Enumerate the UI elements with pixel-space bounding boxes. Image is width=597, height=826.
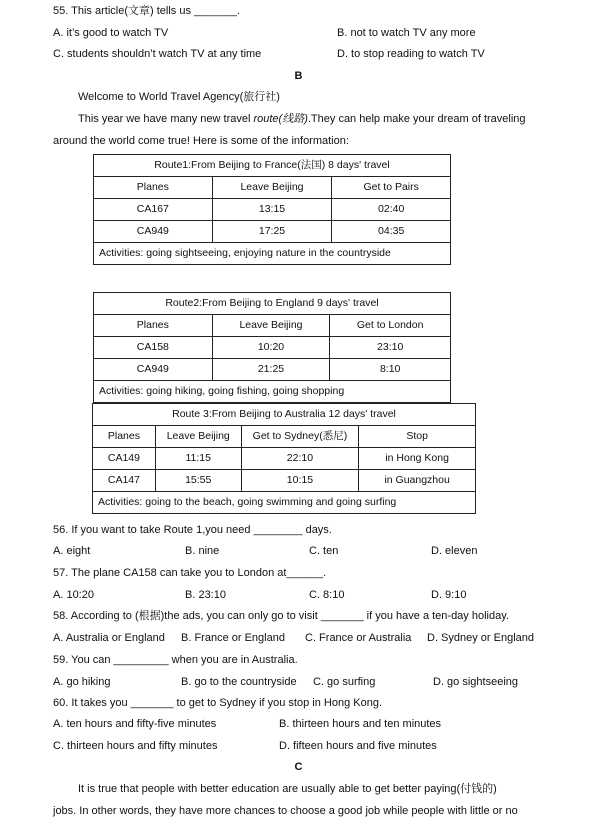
header-cell: Get to Sydney(悉尼) [241,426,359,448]
table-cell: in Guangzhou [359,470,476,492]
table-row [94,359,451,381]
route1-activities: Activities: going sightseeing, enjoying nature in the countryside [94,243,451,265]
q58-stem: 58. According to (根据)the ads, you can only go to visit _______ if you have a ten-day holiday. [53,610,509,622]
route1-title: Route1:From Beijing to France(法国) 8 days' travel [94,155,451,177]
header-cell: Leave Beijing [212,177,332,199]
intro-text-1: This year we have many new travel [78,113,254,125]
section-c-line2: jobs. In other words, they have more chances to choose a good job while people with little or no [53,805,518,817]
route2-table [93,292,451,403]
table-cell: 17:25 [212,221,332,243]
header-cell: Leave Beijing [155,426,241,448]
q59-stem: 59. You can _________ when you are in Australia. [53,654,298,666]
header-cell: Planes [94,177,213,199]
q55-option-a: A. it’s good to watch TV [53,27,169,39]
q56-option-d: D. eleven [431,545,478,557]
route1-table [93,154,451,265]
route2-title: Route2:From Beijing to England 9 days' travel [94,293,451,315]
header-cell: Get to Pairs [332,177,451,199]
q59-option-b: B. go to the countryside [181,676,297,688]
table-cell: CA158 [94,337,213,359]
table-row [93,470,476,492]
table-cell: CA949 [94,359,213,381]
intro-route-word: route(线路) [253,113,308,125]
table-cell: 10:15 [241,470,359,492]
q60-option-d: D. fifteen hours and five minutes [279,740,437,752]
table-cell: 8:10 [330,359,451,381]
header-cell: Stop [359,426,476,448]
route2-activities: Activities: going hiking, going fishing, going shopping [94,381,451,403]
table-header-row [93,426,476,448]
q57-option-d: D. 9:10 [431,589,467,601]
q56-stem: 56. If you want to take Route 1,you need ________ days. [53,524,332,536]
q55-stem: 55. This article(文章) tells us _______. [53,5,240,17]
q58-option-a: A. Australia or England [53,632,165,644]
table-cell: 13:15 [212,199,332,221]
header-cell: Get to London [330,315,451,337]
intro-text-2: .They can help make your dream of traveling [307,113,526,125]
table-cell: 23:10 [330,337,451,359]
q60-option-b: B. thirteen hours and ten minutes [279,718,442,730]
table-cell: 04:35 [332,221,451,243]
table-cell: 11:15 [155,448,241,470]
section-b-letter: B [294,70,303,82]
table-cell: 21:25 [212,359,330,381]
table-cell: CA167 [94,199,213,221]
q59-option-c: C. go surfing [313,676,376,688]
q57-stem: 57. The plane CA158 can take you to London at______. [53,567,327,579]
header-cell: Planes [93,426,156,448]
q60-option-c: C. thirteen hours and fifty minutes [53,740,218,752]
q58-option-c: C. France or Australia [305,632,412,644]
section-b-heading: Welcome to World Travel Agency(旅行社) [78,91,280,103]
q56-option-a: A. eight [53,545,91,557]
header-cell: Planes [94,315,213,337]
route3-title: Route 3:From Beijing to Australia 12 days' travel [93,404,476,426]
q57-option-b: B. 23:10 [185,589,226,601]
q56-option-c: C. ten [309,545,339,557]
table-row [94,199,451,221]
q60-option-a: A. ten hours and fifty-five minutes [53,718,217,730]
section-b-intro-line1 [78,113,526,126]
table-cell: 15:55 [155,470,241,492]
q57-option-a: A. 10:20 [53,589,94,601]
header-cell: Leave Beijing [212,315,330,337]
q55-option-c: C. students shouldn’t watch TV at any time [53,48,262,60]
q56-option-b: B. nine [185,545,220,557]
table-cell: CA949 [94,221,213,243]
table-cell: CA147 [93,470,156,492]
table-row [94,337,451,359]
table-cell: 10:20 [212,337,330,359]
table-row [93,448,476,470]
table-header-row [94,177,451,199]
table-cell: in Hong Kong [359,448,476,470]
q58-option-b: B. France or England [181,632,285,644]
q60-stem: 60. It takes you _______ to get to Sydney if you stop in Hong Kong. [53,697,383,709]
section-b-intro-line2: around the world come true! Here is some of the information: [53,135,349,147]
q59-option-d: D. go sightseeing [433,676,518,688]
q55-option-b: B. not to watch TV any more [337,27,476,39]
q58-option-d: D. Sydney or England [427,632,535,644]
route3-activities: Activities: going to the beach, going swimming and going surfing [93,492,476,514]
q57-option-c: C. 8:10 [309,589,345,601]
section-c-letter: C [294,761,303,773]
table-cell: CA149 [93,448,156,470]
table-cell: 22:10 [241,448,359,470]
table-row [94,221,451,243]
q59-option-a: A. go hiking [53,676,111,688]
q55-option-d: D. to stop reading to watch TV [337,48,485,60]
route3-table [92,403,476,514]
table-cell: 02:40 [332,199,451,221]
section-c-line1: It is true that people with better education are usually able to get better paying(付钱的) [78,783,497,795]
table-header-row [94,315,451,337]
